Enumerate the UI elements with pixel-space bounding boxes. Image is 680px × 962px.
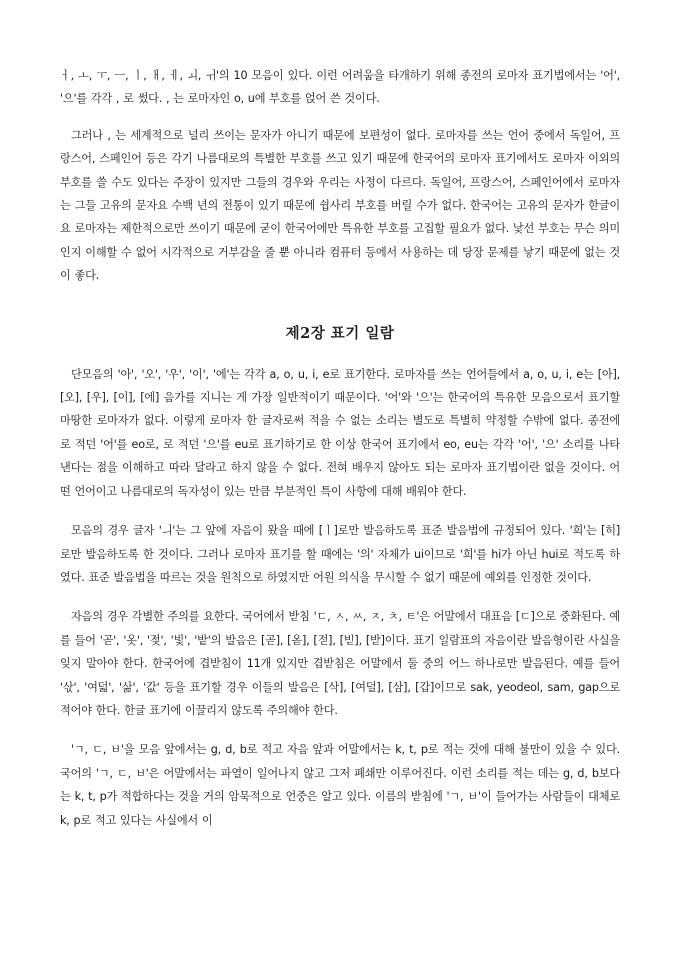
paragraph-vowel-list: ㅓ, ㅗ, ㅜ, ㅡ, ㅣ, ㅐ, ㅔ, ㅚ, ㅟ'의 10 모음이 있다. 이런 어려움을 타개하기 위해 종전의 로마자 표기법에서는 '어', '으'를 각각 , 로 썼다. , 는 로마자인 o, u에 부호를 얹어 쓴 것이다. [60,69,620,106]
paragraph-diacritics: 그러나 , 는 세계적으로 널리 쓰이는 문자가 아니기 때문에 보편성이 없다. 로마자를 쓰는 언어 중에서 독일어, 프랑스어, 스페인어 등은 각기 나름대로의 특별한 부호를 쓰고 있기 때문에 한국어의 로마자 표기에서도 로마자 이외의 부호를 쓸 수도 있다는 주장이 있지만 그들의 경우와 우리는 사정이 다르다. 독일어, 프랑스어, 스페인어에서 로마자는 그들 고유의 문자요 수백 년의 전통이 있기 때문에 쉽사리 부호를 버릴 수가 없다. 한국어는 고유의 문자가 한글이요 로마자는 제한적으로만 쓰이기 때문에 굳이 한국어에만 특유한 부호를 고집할 필요가 없다. 낯선 부호는 무슨 의미인지 이해할 수 없어 시각적으로 거부감을 줄 뿐 아니라 컴퓨터 등에서 사용하는 데 당장 문제를 낳기 때문에 없는 것이 좋다. [60,128,620,283]
paragraph-vowel-ui: 모음의 경우 글자 'ㅢ'는 그 앞에 자음이 왔을 때에 [ㅣ]로만 발음하도록 표준 발음법에 규정되어 있다. '희'는 [히]로만 발음하도록 한 것이다. 그러나 로마자 표기를 할 때에는 '의' 자체가 ui이므로 '희'를 hi가 아닌 hui로 적도록 하였다. 표준 발음법을 따르는 것을 원칙으로 하였지만 어원 의식을 무시할 수 없기 때문에 예외를 인정한 것이다. [60,524,620,584]
paragraph-consonants: 자음의 경우 각별한 주의를 요한다. 국어에서 받침 'ㄷ, ㅅ, ㅆ, ㅈ, ㅊ, ㅌ'은 어말에서 대표음 [ㄷ]으로 중화된다. 예를 들어 '곧', '옷', '젖', '빛', '밭'의 발음은 [곧], [옫], [젇], [빋], [받]이다. 표기 일람표의 자음이란 발음형이란 사실을 잊지 말아야 한다. 한국어에 겹받침이 11개 있지만 겹받침은 어말에서 둘 중의 어느 하나로만 발음된다. 예를 들어 '삯', '여덟', '삶', '값' 등을 표기할 경우 이들의 발음은 [삭], [여덜], [삼], [갑]이므로 sak, yeodeol, sam, gap으로 적어야 한다. 한글 표기에 이끌리지 않도록 주의해야 한다. [60,610,620,717]
chapter-title: 제2장 표기 일람 [285,324,395,342]
paragraph-simple-vowels: 단모음의 '아', '오', '우', '이', '에'는 각각 a, o, u, i, e로 표기한다. 로마자를 쓰는 언어들에서 a, o, u, i, e는 [아], [오], [우], [이], [에] 음가를 지니는 게 가장 일반적이기 때문이다. '어'와 '으'는 한국어의 특유한 모음으로서 표기할 마땅한 로마자가 없다. 이렇게 로마자 한 글자로써 적을 수 없는 소리는 별도로 특별히 약정할 수밖에 없다. 종전에 로 적던 '어'를 eo로, 로 적던 '으'를 eu로 표기하기로 한 이상 한국어 표기에서 eo, eu는 각각 '어', '으' 소리를 나타낸다는 점을 이해하고 따라 달라고 하지 않을 수 없다. 전혀 배우지 않아도 되는 로마자 표기법이란 없을 것이다. 어떤 언어이고 나름대로의 독자성이 있는 만큼 부분적인 특이 사항에 대해 배워야 한다. [60,367,620,498]
paragraph-stops: 'ㄱ, ㄷ, ㅂ'을 모음 앞에서는 g, d, b로 적고 자음 앞과 어말에서는 k, t, p로 적는 것에 대해 불만이 있을 수 있다. 국어의 'ㄱ, ㄷ, ㅂ'은 어말에서는 파열이 일어나지 않고 그저 폐쇄만 이루어진다. 이런 소리를 적는 데는 g, d, b보다는 k, t, p가 적합하다는 것을 거의 암묵적으로 언중은 알고 있다. 이름의 받침에 'ㄱ, ㅂ'이 들어가는 사람들이 대체로 k, p로 적고 있다는 사실에서 이 [60,743,620,827]
